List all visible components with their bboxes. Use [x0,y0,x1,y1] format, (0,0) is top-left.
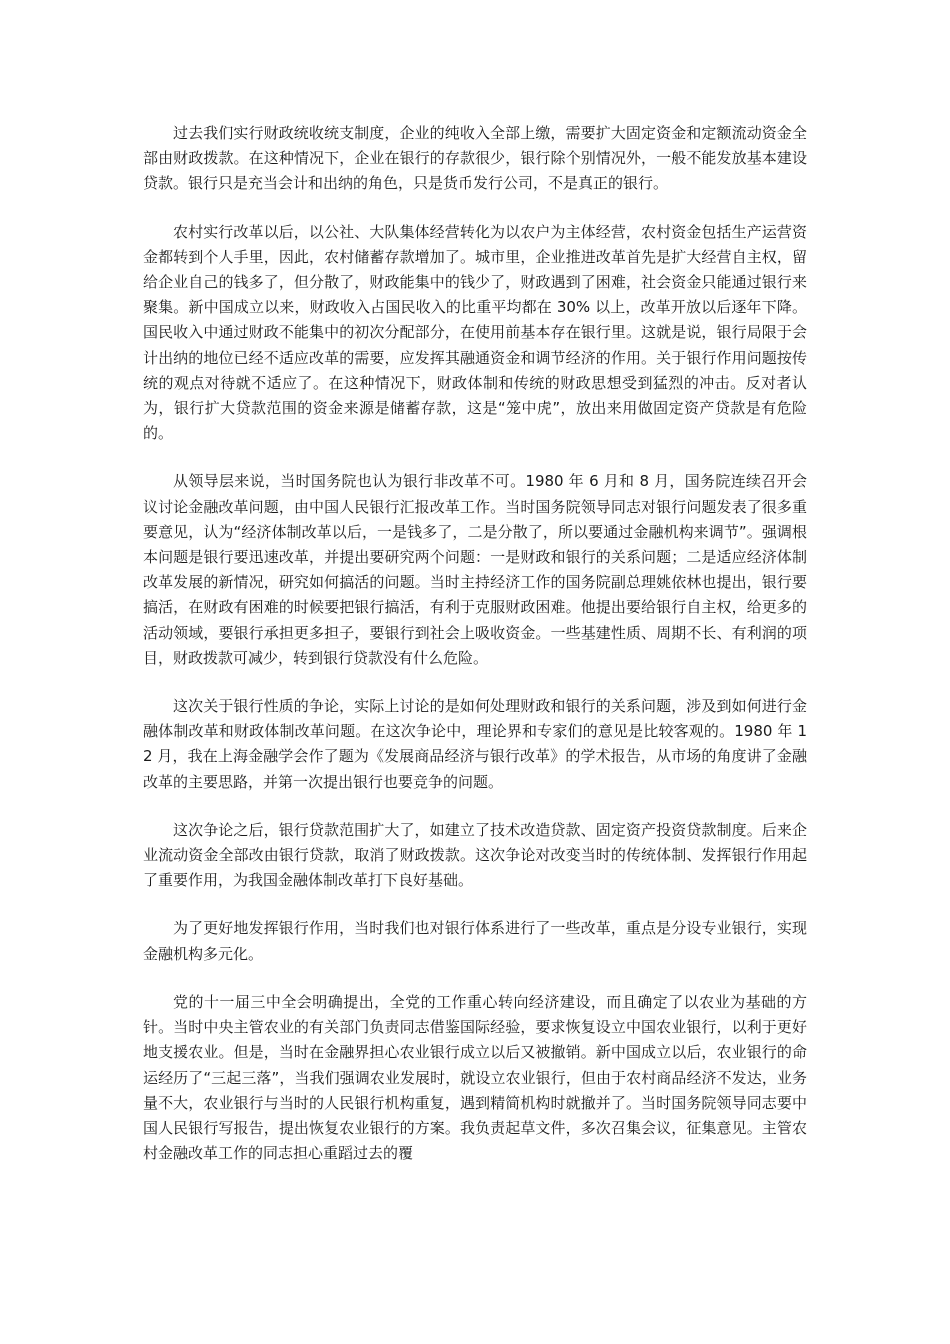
paragraph-4: 这次关于银行性质的争论，实际上讨论的是如何处理财政和银行的关系问题，涉及到如何进行金融体制改革和财政体制改革问题。在这次争论中，理论界和专家们的意见是比较客观的。1980 年 12 月，我在上海金融学会作了题为《发展商品经济与银行改革》的学术报告，从市场的角度讲了金融改革的主要思路，并第一次提出银行也要竞争的问题。 [143,697,807,791]
paragraph-6: 为了更好地发挥银行作用，当时我们也对银行体系进行了一些改革，重点是分设专业银行，实现金融机构多元化。 [143,919,807,963]
paragraph-5: 这次争论之后，银行贷款范围扩大了，如建立了技术改造贷款、固定资产投资贷款制度。后来企业流动资金全部改由银行贷款，取消了财政拨款。这次争论对改变当时的传统体制、发挥银行作用起了重要作用，为我国金融体制改革打下良好基础。 [143,820,807,890]
paragraph-3: 从领导层来说，当时国务院也认为银行非改革不可。1980 年 6 月和 8 月，国务院连续召开会议讨论金融改革问题，由中国人民银行汇报改革工作。当时国务院领导同志对银行问题发表了很多重要意见，认为“经济体制改革以后，一是钱多了，二是分散了，所以要通过金融机构来调节”。强调根本问题是银行要迅速改革，并提出要研究两个问题：一是财政和银行的关系问题；二是适应经济体制改革发展的新情况，研究如何搞活的问题。当时主持经济工作的国务院副总理姚依林也提出，银行要搞活，在财政有困难的时候要把银行搞活，有利于克服财政困难。他提出要给银行自主权，给更多的活动领域，要银行承担更多担子，要银行到社会上吸收资金。一些基建性质、周期不长、有利润的项目，财政拨款可减少，转到银行贷款没有什么危险。 [143,472,807,667]
paragraph-7: 党的十一届三中全会明确提出，全党的工作重心转向经济建设，而且确定了以农业为基础的方针。当时中央主管农业的有关部门负责同志借鉴国际经验，要求恢复设立中国农业银行，以利于更好地支援农业。但是，当时在金融界担心农业银行成立以后又被撤销。新中国成立以后，农业银行的命运经历了“三起三落”，当我们强调农业发展时，就设立农业银行，但由于农村商品经济不发达，业务量不大，农业银行与当时的人民银行机构重复，遇到精简机构时就撤并了。当时国务院领导同志要中国人民银行写报告，提出恢复农业银行的方案。我负责起草文件，多次召集会议，征集意见。主管农村金融改革工作的同志担心重蹈过去的覆 [143,992,807,1163]
document-body [143,121,807,1189]
paragraph-1: 过去我们实行财政统收统支制度，企业的纯收入全部上缴，需要扩大固定资金和定额流动资金全部由财政拨款。在这种情况下，企业在银行的存款很少，银行除个别情况外，一般不能发放基本建设贷款。银行只是充当会计和出纳的角色，只是货币发行公司，不是真正的银行。 [143,124,807,193]
paragraph-2: 农村实行改革以后，以公社、大队集体经营转化为以农户为主体经营，农村资金包括生产运营资金都转到个人手里，因此，农村储蓄存款增加了。城市里，企业推进改革首先是扩大经营自主权，留给企业自己的钱多了，但分散了，财政能集中的钱少了，财政遇到了困难，社会资金只能通过银行来聚集。新中国成立以来，财政收入占国民收入的比重平均都在 30% 以上，改革开放以后逐年下降。国民收入中通过财政不能集中的初次分配部分，在使用前基本存在银行里。这就是说，银行局限于会计出纳的地位已经不适应改革的需要，应发挥其融通资金和调节经济的作用。关于银行作用问题按传统的观点对待就不适应了。在这种情况下，财政体制和传统的财政思想受到猛烈的冲击。反对者认为，银行扩大贷款范围的资金来源是储蓄存款，这是“笼中虎”，放出来用做固定资产贷款是有危险的。 [143,222,807,443]
